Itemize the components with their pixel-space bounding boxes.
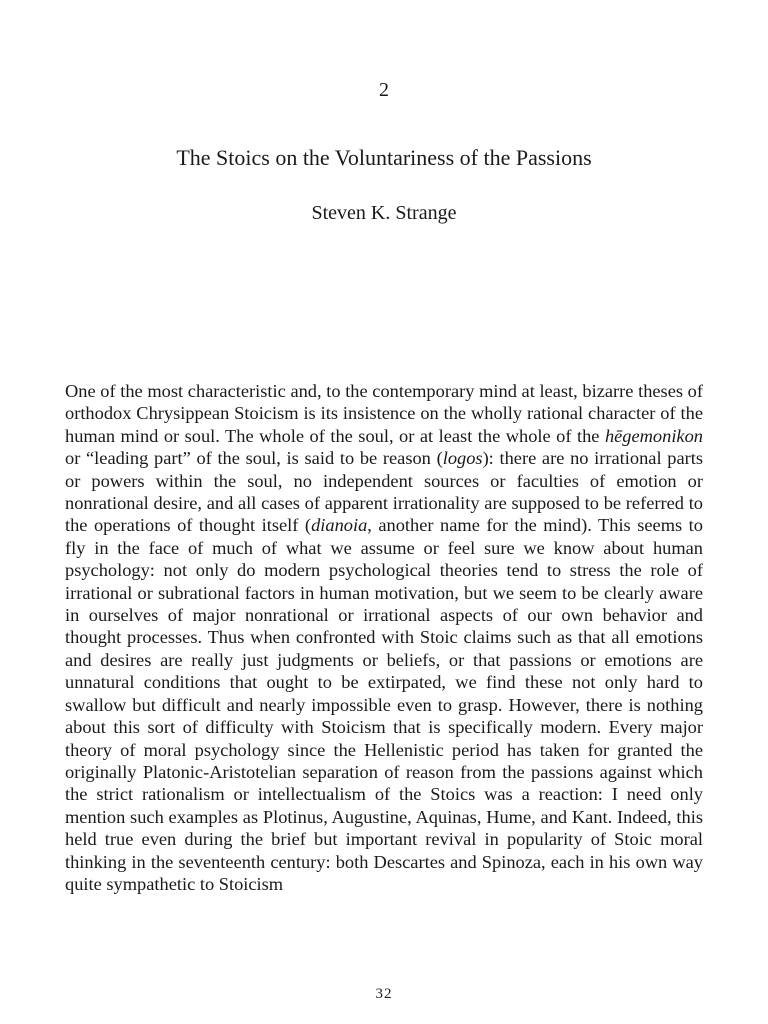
chapter-number: 2 [379, 79, 389, 101]
body-text-segment: ): there are no irrational parts or powers within the soul, no independent sources or faculties of emotion or nonrational desire, and all cases of apparent irrationality are supposed to be referred to the operations of thought itself ( [65, 448, 703, 536]
chapter-author: Steven K. Strange [311, 202, 457, 224]
page-number: 32 [375, 986, 393, 1002]
italic-term-hegemonikon: hēgemonikon [604, 425, 703, 446]
italic-term-dianoia: dianoia [311, 515, 368, 536]
body-text-segment: One of the most characteristic and, to the contemporary mind at least, bizarre theses of orthodox Chrysippean Stoicism is its insistence on the wholly rational character of the human mind or soul. The whole of the soul, or at least the whole of the [65, 381, 703, 446]
body-paragraph [65, 380, 703, 895]
chapter-title: The Stoics on the Voluntariness of the Passions [176, 145, 592, 170]
body-text-segment: , another name for the mind). This seems to fly in the face of much of what we assume or feel sure we know about human psychology: not only do modern psychological theories tend to stress the role of irrational or subrational factors in human motivation, but we seem to be clearly aware in ourselves of major nonrational or irrational aspects of our own behavior and thought processes. Thus when confronted with Stoic claims such as that all emotions and desires are really just judgments or beliefs, or that passions or emotions are unnatural conditions that ought to be extirpated, we find these not only hard to swallow but difficult and nearly impossible even to grasp. However, there is nothing about this sort of difficulty with Stoicism that is specifically modern. Every major theory of moral psychology since the Hellenistic period has taken for granted the originally Platonic-Aristotelian separation of reason from the passions against which the strict rationalism or intellectualism of the Stoics was a reaction: I need only mention such examples as Plotinus, Augustine, Aquinas, Hume, and Kant. Indeed, this held true even during the brief but important revival in popularity of Stoic moral thinking in the seventeenth century: both Descartes and Spinoza, each in his own way quite sympathetic to Stoicism [65, 515, 703, 894]
body-text [65, 380, 703, 895]
italic-term-logos: logos [442, 448, 483, 469]
body-text-segment: or “leading part” of the soul, is said to be reason ( [65, 448, 443, 469]
